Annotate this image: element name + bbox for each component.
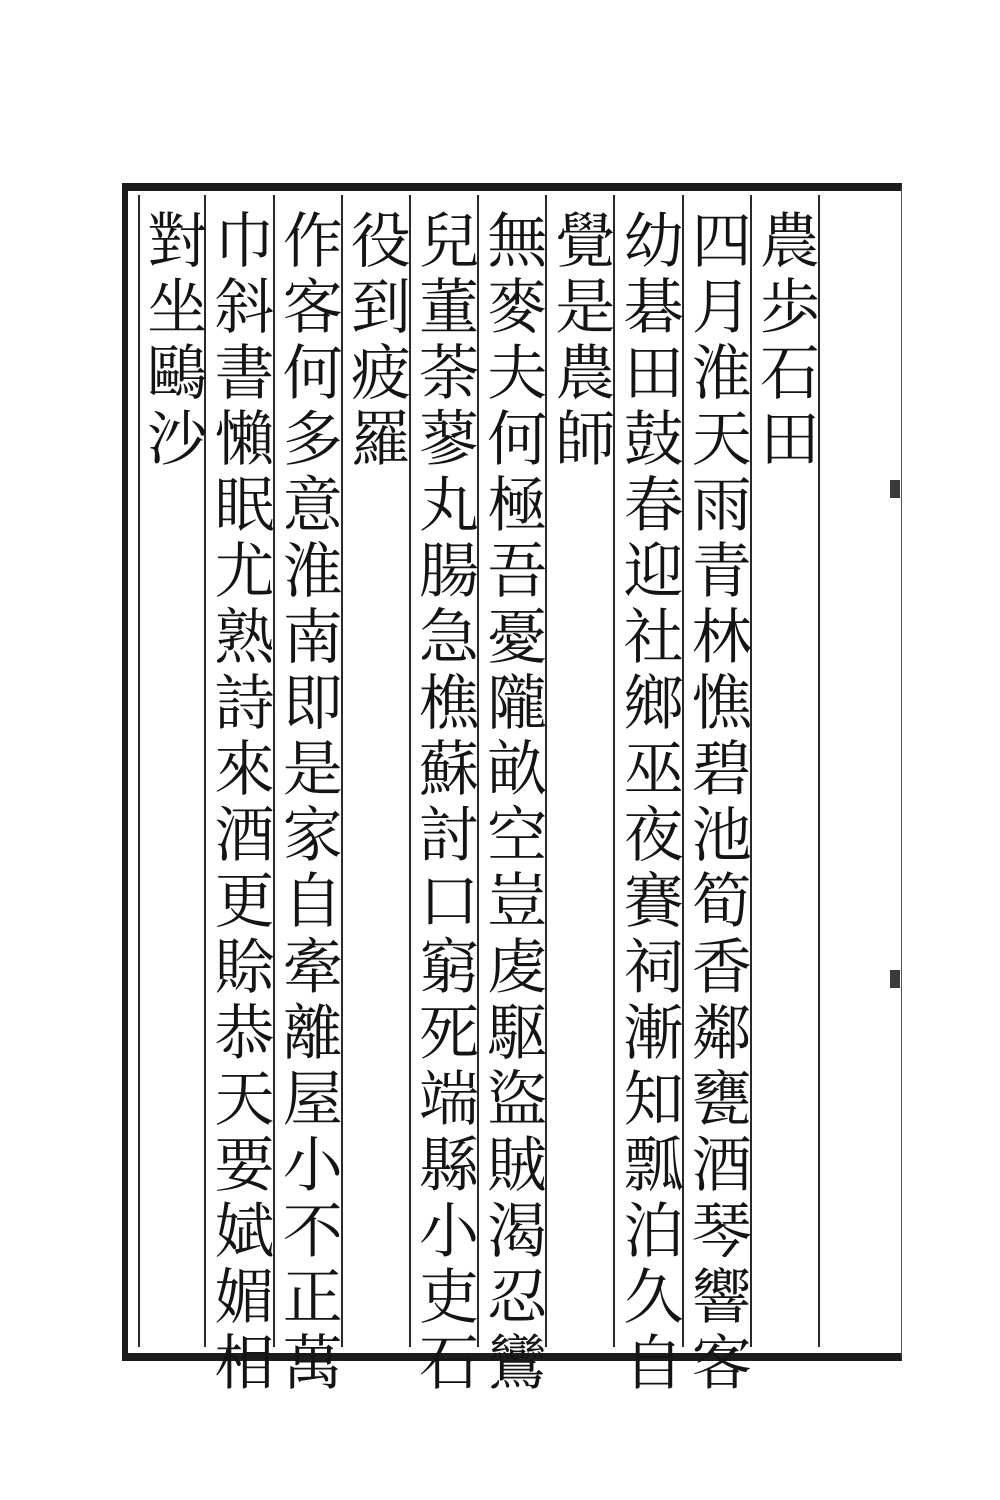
column-text: 無麥夫何極吾憂隴畝空豈䖍駆盜賊渴忍鸞 [477,209,548,1397]
text-column [681,195,752,1397]
vertical-text-block [137,195,820,1397]
column-text: 幼碁田鼓春迎社鄉巫夜賽祠漸知瓢泊久自 [613,209,684,1397]
column-text: 對坐鷗沙 [137,209,208,473]
right-margin-marks [886,250,902,1330]
column-text: 農歩石田 [749,209,820,473]
column-text: 巾斜書懶眠尤熟詩來酒更賒恭天要娬媚相 [204,209,275,1397]
column-text: 役到疲羅 [340,209,411,473]
text-column [204,195,275,1397]
text-column [138,195,206,1347]
column-text: 作客何多意淮南即是家自牽離屋小不正萬 [272,209,343,1397]
margin-tick [890,970,900,988]
text-column [547,195,615,1347]
column-text: 四月淮天雨青林憔碧池筍香鄰甕酒琴響客 [681,209,752,1397]
text-column [613,195,684,1397]
text-column [272,195,343,1397]
column-text: 兒董荼蓼丸腸急樵蘇討口窮死端縣小吏石 [409,209,480,1397]
text-column [340,195,411,1347]
text-column [749,195,820,1347]
margin-tick [890,480,900,498]
text-column [409,195,480,1397]
column-text: 覺是農師 [545,209,616,473]
text-column [477,195,548,1397]
